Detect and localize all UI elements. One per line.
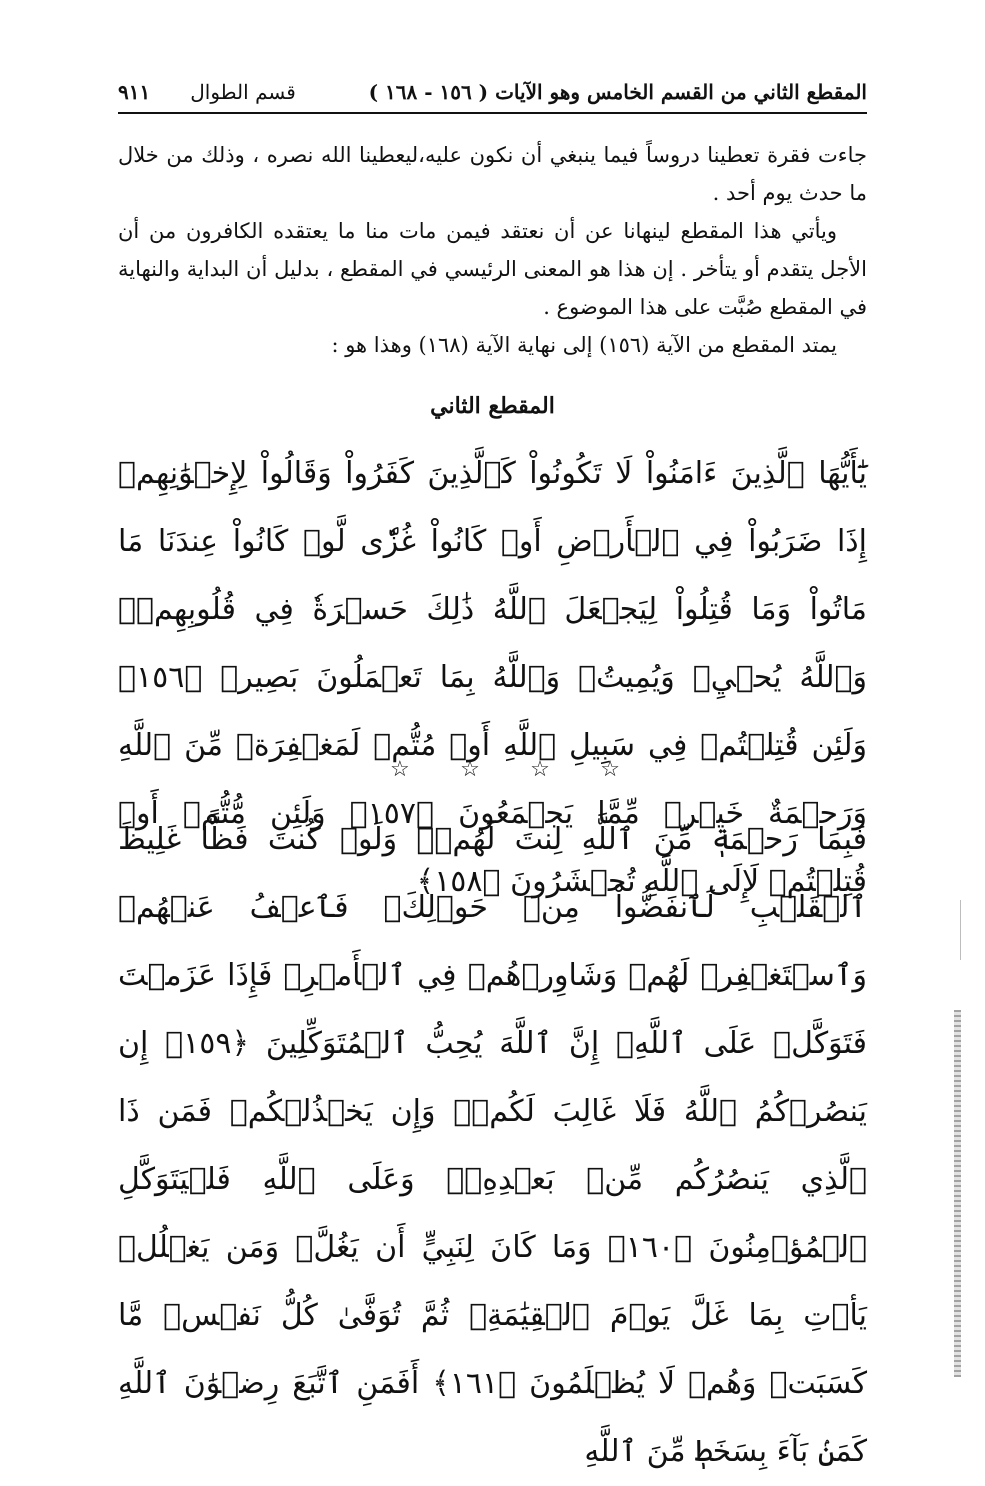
scan-mark <box>960 900 961 960</box>
quran-verses-156-158: يَٰٓأَيُّهَا ٱلَّذِينَ ءَامَنُواْ لَا تَكُونُواْ كَٱلَّذِينَ كَفَرُواْ وَقَالُواْ لِإِخۡوَٰنِهِمۡ إِذَا ضَرَبُواْ فِي ٱلۡأَرۡضِ أَوۡ كَانُواْ غُزّٗى لَّوۡ كَانُواْ عِندَنَا مَا مَاتُواْ وَمَا قُتِلُواْ لِيَجۡعَلَ ٱللَّهُ ذَٰلِكَ حَسۡرَةٗ فِي قُلُوبِهِمۡۗ وَٱللَّهُ يُحۡيِۦ وَيُمِيتُۗ وَٱللَّهُ بِمَا تَعۡمَلُونَ بَصِيرٞ ﴿١٥٦﴾ وَلَئِن قُتِلۡتُمۡ فِي سَبِيلِ ٱللَّهِ أَوۡ مُتُّمۡ لَمَغۡفِرَةٞ مِّنَ ٱللَّهِ وَرَحۡمَةٌ خَيۡرٞ مِّمَّا يَجۡمَعُونَ ﴿١٥٧﴾ وَلَئِن مُّتُّمۡ أَوۡ قُتِلۡتُمۡ لَإِلَى ٱللَّهِ تُحۡشَرُونَ ﴿١٥٨﴾ <box>118 456 868 899</box>
quran-verses-159-162: فَبِمَا رَحۡمَةٖ مِّنَ ٱللَّهِ لِنتَ لَهُمۡۖ وَلَوۡ كُنتَ فَظًّا غَلِيظَ ٱلۡقَلۡبِ لَٱنفَضُّواْ مِنۡ حَوۡلِكَۖ فَٱعۡفُ عَنۡهُمۡ وَٱسۡتَغۡفِرۡ لَهُمۡ وَشَاوِرۡهُمۡ فِي ٱلۡأَمۡرِۖ فَإِذَا عَزَمۡتَ فَتَوَكَّلۡ عَلَى ٱللَّهِۚ إِنَّ ٱللَّهَ يُحِبُّ ٱلۡمُتَوَكِّلِينَ ﴿١٥٩﴾ إِن يَنصُرۡكُمُ ٱللَّهُ فَلَا غَالِبَ لَكُمۡۖ وَإِن يَخۡذُلۡكُمۡ فَمَن ذَا ٱلَّذِي يَنصُرُكُم مِّنۢ بَعۡدِهِۦۗ وَعَلَى ٱللَّهِ فَلۡيَتَوَكَّلِ ٱلۡمُؤۡمِنُونَ ﴿١٦٠﴾ وَمَا كَانَ لِنَبِيٍّ أَن يَغُلَّۚ وَمَن يَغۡلُلۡ يَأۡتِ بِمَا غَلَّ يَوۡمَ ٱلۡقِيَٰمَةِۚ ثُمَّ تُوَفَّىٰ كُلُّ نَفۡسٖ مَّا كَسَبَتۡ وَهُمۡ لَا يُظۡلَمُونَ ﴿١٦١﴾ أَفَمَنِ ٱتَّبَعَ رِضۡوَٰنَ ٱللَّهِ كَمَنۢ بَآءَ بِسَخَطٖ مِّنَ ٱللَّهِ <box>118 822 868 1469</box>
section-name: قسم الطوال <box>190 80 296 104</box>
section-title: المقطع الثاني <box>430 393 555 419</box>
paragraph-intro: جاءت فقرة تعطينا دروساً فيما ينبغي أن نكون عليه،ليعطينا الله نصره ، وذلك من خلال ما حدث يوم أحد . <box>118 143 867 205</box>
star-icon: ☆ <box>460 757 480 782</box>
star-icon: ☆ <box>530 757 550 782</box>
paragraph-range: يمتد المقطع من الآية (١٥٦) إلى نهاية الآية (١٦٨) وهذا هو : <box>331 333 837 357</box>
paragraph-explanation: ويأتي هذا المقطع لينهانا عن أن نعتقد فيمن مات منا ما يعتقده الكافرون من أن الأجل يتقدم أو يتأخر . إن هذا هو المعنى الرئيسي في المقطع ، بدليل أن البداية والنهاية في المقطع صُبَّت على هذا الموضوع . <box>118 219 867 319</box>
star-separator <box>390 757 620 787</box>
header-meta <box>118 80 296 104</box>
running-header <box>118 72 867 114</box>
chapter-heading: المقطع الثاني من القسم الخامس وهو الآيات ( ١٥٦ - ١٦٨ ) <box>368 80 867 104</box>
star-icon: ☆ <box>600 757 620 782</box>
star-icon: ☆ <box>390 757 410 782</box>
page-number: ٩١١ <box>118 80 151 104</box>
scan-edge <box>954 1010 961 1377</box>
commentary-text <box>118 136 867 364</box>
